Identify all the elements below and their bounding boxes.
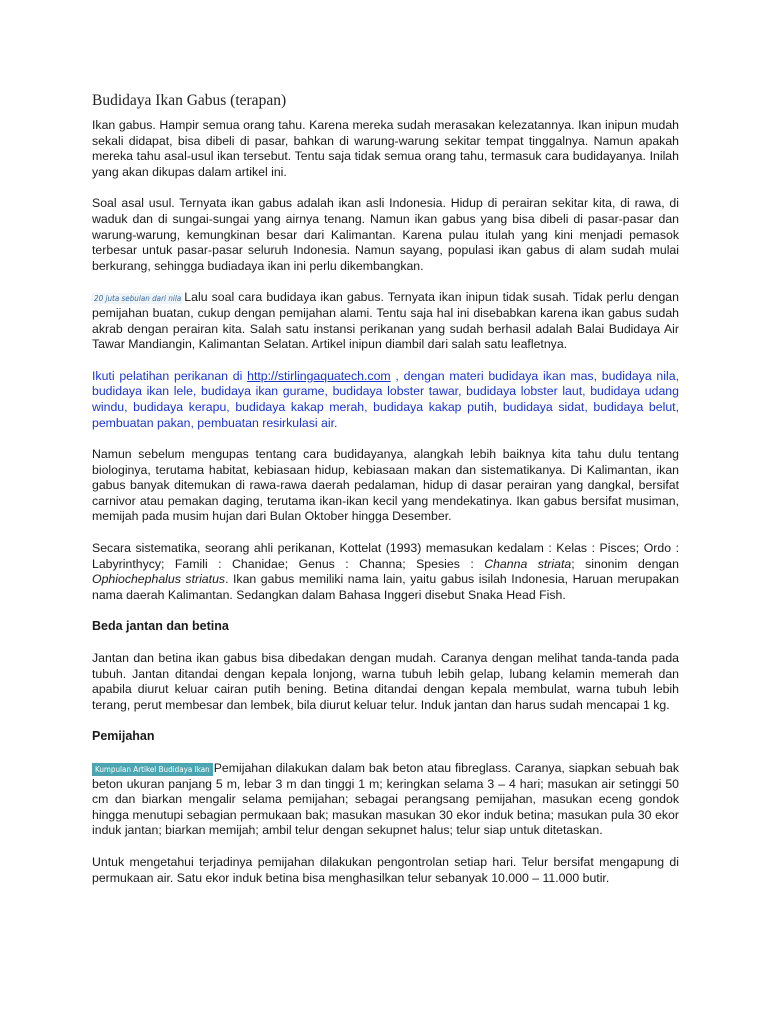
document-page [92,92,679,886]
paragraph-intro: Ikan gabus. Hampir semua orang tahu. Karena mereka sudah merasakan kelezatannya. Ikan inipun mudah sekali didapat, bisa dibeli di pasar, bahkan di warung-warung sekitar tempat tinggalnya. Namun apakah mereka tahu asal-usul ikan tersebut. Tentu saja tidak semua orang tahu, termasuk cara budidayanya. Inilah yang akan dikupas dalam artikel ini. [92,118,679,179]
paragraph-training-promo [92,369,679,431]
systematics-text-a: Secara sistematika, seorang ahli perikanan, Kottelat (1993) memasukan kedalam : Kelas : Pisces; Ordo : Labyrinthycy; Famili : Chanidae; Genus : Channa; Spesies : [92,541,679,571]
systematics-text-b: ; sinonim dengan [571,556,679,571]
heading-spawning: Pemijahan [92,729,155,744]
stirlingaquatech-link[interactable]: http://stirlingaquatech.com [247,368,391,383]
promo-prefix: Ikuti pelatihan perikanan di [92,368,248,383]
systematics-text-c: . Ikan gabus memiliki nama lain, yaitu gabus isilah Indonesia, Haruan merupakan nama daerah Kalimantan. Sedangkan dalam Bahasa Inggeri disebut Snaka Head Fish. [92,572,679,602]
heading-male-female: Beda jantan dan betina [92,619,229,634]
promo-suffix: , dengan materi budidaya ikan mas, budidaya nila, budidaya ikan lele, budidaya ikan gurame, budidaya lobster tawar, budidaya lobster laut, budidaya udang windu, budidaya kerapu, budidaya kakap merah, budidaya kakap putih, budidaya sidat, budidaya belut, pembuatan pakan, pembuatan resirkulasi air. [92,368,679,430]
paragraph-male-female: Jantan dan betina ikan gabus bisa dibedakan dengan mudah. Caranya dengan melihat tanda-tanda pada tubuh. Jantan ditandai dengan kepala lonjong, warna tubuh lebih gelap, lubang kelamin memerah dan apabila diurut keluar cairan putih bening. Betina ditandai dengan kepala membulat, warna tubuh lebih terang, perut membesar dan lembek, bila diurut keluar telur. Induk jantan dan harus sudah mencapai 1 kg. [92,651,679,712]
paragraph-spawning-text: Pemijahan dilakukan dalam bak beton atau fibreglass. Caranya, siapkan sebuah bak beton ukuran panjang 5 m, lebar 3 m dan tinggi 1 m; keringkan selama 3 – 4 hari; masukan air setinggi 50 cm dan biarkan mengalir selama pemijahan; sebagai perangsang pemijahan, masukan eceng gondok hingga menutupi sebagian permukaan bak; masukan masukan 30 ekor induk betina; masukan pula 30 ekor induk jantan; biarkan memijah; ambil telur dengan sekupnet halus; telur siap untuk ditetaskan. [92,761,679,838]
paragraph-cultivation-text: Lalu soal cara budidaya ikan gabus. Ternyata ikan inipun tidak susah. Tidak perlu dengan pemijahan buatan, cukup dengan pemijahan alami. Tentu saja hal ini disebabkan karena ikan gabus sudah akrab dengan perairan kita. Salah satu instansi perikanan yang sudah berhasil adalah Balai Budidaya Air Tawar Mandiangin, Kalimantan Selatan. Artikel inipun diambil dari salah satu leafletnya. [92,290,679,352]
paragraph-spawning [92,761,679,839]
paragraph-biology: Namun sebelum mengupas tentang cara budidayanya, alangkah lebih baiknya kita tahu dulu tentang biologinya, terutama habitat, kebiasaan hidup, kebiasaan makan dan sistematikanya. Di Kalimantan, ikan gabus banyak ditemukan di rawa-rawa daerah pedalaman, hidup di dasar perairan yang dangkal, bersifat carnivor atau pemakan daging, terutama ikan-ikan kecil yang mendekatinya. Ikan gabus bersifat musiman, memijah pada musim hujan dari Bulan Oktober hingga Desember. [92,447,679,524]
promo-image-articles[interactable]: Kumpulan Artikel Budidaya Ikan [92,763,213,776]
paragraph-egg-control: Untuk mengetahui terjadinya pemijahan dilakukan pengontrolan setiap hari. Telur bersifat mengapung di permukaan air. Satu ekor induk betina bisa menghasilkan telur sebanyak 10.000 – 11.000 butir. [92,854,679,885]
paragraph-origin: Soal asal usul. Ternyata ikan gabus adalah ikan asli Indonesia. Hidup di perairan sekitar kita, di rawa, di waduk dan di sungai-sungai yang airnya tenang. Namun ikan gabus yang bisa dibeli di pasar-pasar dan warung-warung, kemungkinan besar dari Kalimantan. Karena pulau itulah yang kini menjadi pemasok terbesar untuk pasar-pasar seluruh Indonesia. Namun sayang, populasi ikan gabus di alam sudah mulai berkurang, sehingga budiadaya ikan ini perlu dikembangkan. [92,196,679,273]
synonym-name: Ophiochephalus striatus [92,572,226,587]
paragraph-systematics [92,541,679,603]
species-name: Channa striata [484,556,572,571]
paragraph-cultivation [92,290,679,352]
promo-image-nila[interactable]: 20 juta sebulan dari nila [94,294,182,304]
document-title: Budidaya Ikan Gabus (terapan) [92,92,287,109]
